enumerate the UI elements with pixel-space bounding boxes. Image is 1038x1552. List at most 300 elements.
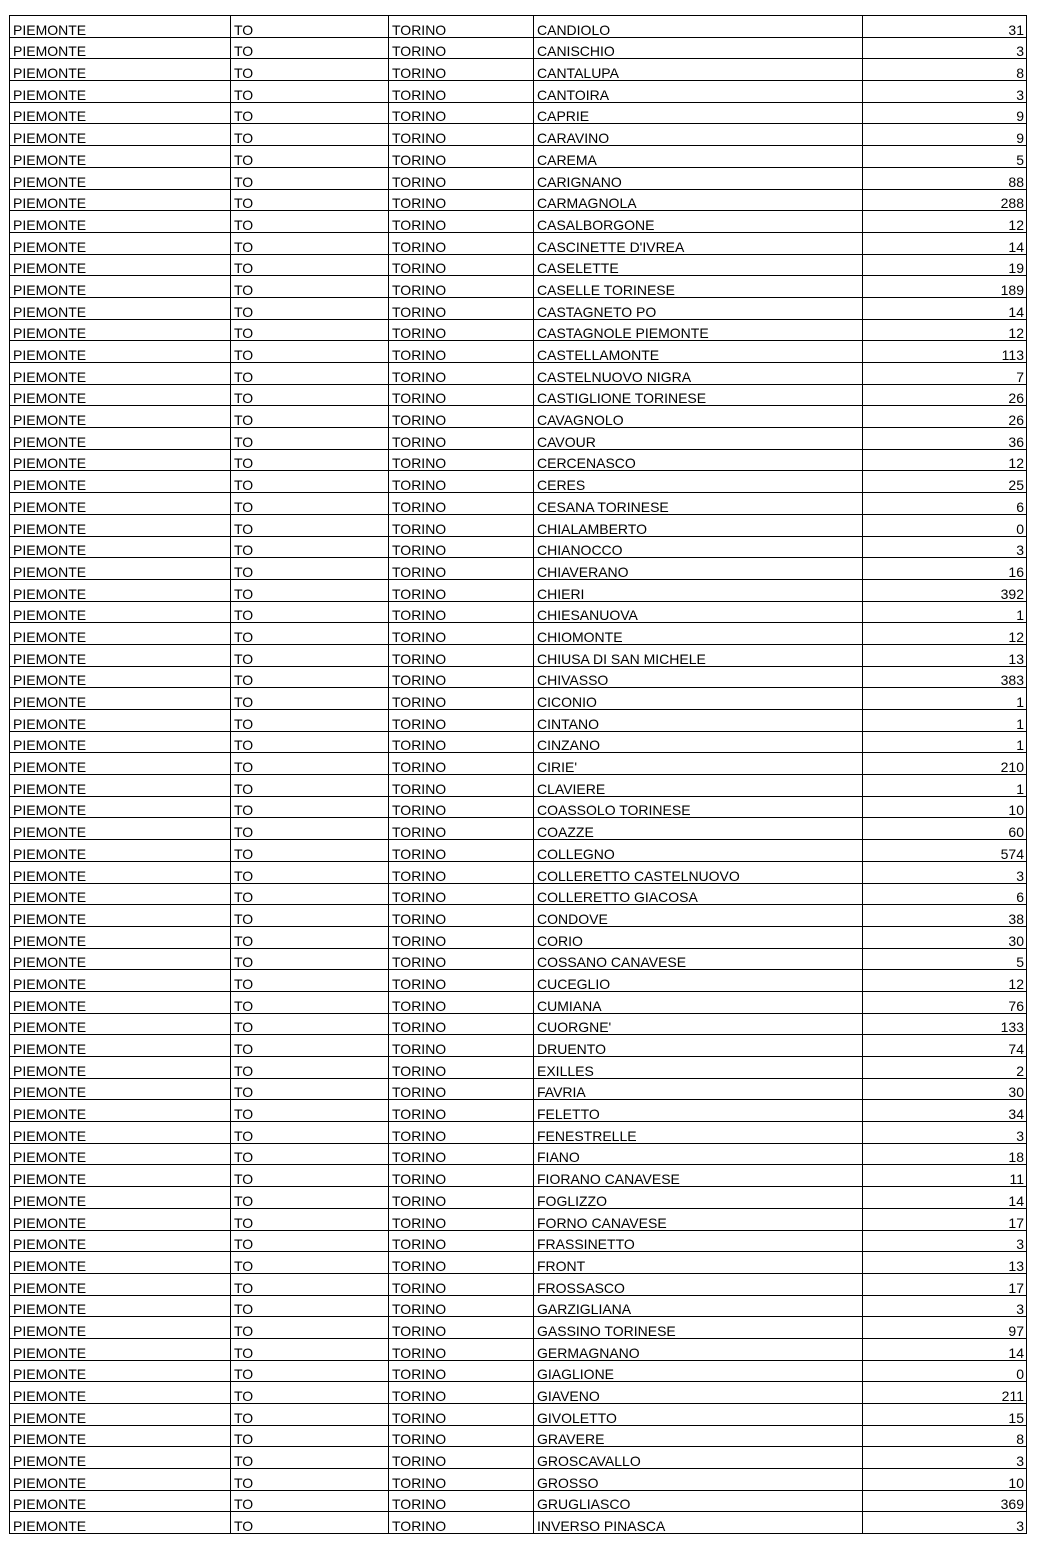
table-row xyxy=(10,1035,1027,1057)
province-code-cell: TO xyxy=(231,449,389,471)
municipality-cell: GRAVERE xyxy=(534,1425,863,1447)
table-row xyxy=(10,59,1027,81)
count-cell: 3 xyxy=(863,1230,1027,1252)
province-code-cell: TO xyxy=(231,102,389,124)
count-cell: 189 xyxy=(863,276,1027,298)
region-cell: PIEMONTE xyxy=(10,1165,231,1187)
municipality-cell: CARMAGNOLA xyxy=(534,189,863,211)
table-row xyxy=(10,1252,1027,1274)
count-cell: 1 xyxy=(863,601,1027,623)
region-cell: PIEMONTE xyxy=(10,1295,231,1317)
province-cell: TORINO xyxy=(389,167,534,189)
count-cell: 3 xyxy=(863,1512,1027,1534)
count-cell: 2 xyxy=(863,1057,1027,1079)
table-row xyxy=(10,363,1027,385)
region-cell: PIEMONTE xyxy=(10,1143,231,1165)
region-cell: PIEMONTE xyxy=(10,623,231,645)
municipality-cell: CUORGNE' xyxy=(534,1013,863,1035)
region-cell: PIEMONTE xyxy=(10,666,231,688)
count-cell: 12 xyxy=(863,211,1027,233)
province-cell: TORINO xyxy=(389,1165,534,1187)
province-cell: TORINO xyxy=(389,948,534,970)
region-cell: PIEMONTE xyxy=(10,449,231,471)
count-cell: 288 xyxy=(863,189,1027,211)
municipality-cell: COLLEGNO xyxy=(534,840,863,862)
province-code-cell: TO xyxy=(231,688,389,710)
province-cell: TORINO xyxy=(389,514,534,536)
province-cell: TORINO xyxy=(389,1447,534,1469)
municipality-cell: CASTAGNOLE PIEMONTE xyxy=(534,319,863,341)
table-row xyxy=(10,232,1027,254)
count-cell: 3 xyxy=(863,1295,1027,1317)
province-code-cell: TO xyxy=(231,775,389,797)
municipality-cell: FIANO xyxy=(534,1143,863,1165)
table-row xyxy=(10,883,1027,905)
municipality-cell: CHIUSA DI SAN MICHELE xyxy=(534,644,863,666)
municipality-cell: CASALBORGONE xyxy=(534,211,863,233)
region-cell: PIEMONTE xyxy=(10,1057,231,1079)
table-row xyxy=(10,16,1027,38)
province-code-cell: TO xyxy=(231,905,389,927)
province-cell: TORINO xyxy=(389,1187,534,1209)
municipality-cell: CINTANO xyxy=(534,710,863,732)
region-cell: PIEMONTE xyxy=(10,167,231,189)
region-cell: PIEMONTE xyxy=(10,189,231,211)
count-cell: 0 xyxy=(863,1360,1027,1382)
province-cell: TORINO xyxy=(389,384,534,406)
province-cell: TORINO xyxy=(389,1057,534,1079)
municipality-cell: DRUENTO xyxy=(534,1035,863,1057)
municipality-cell: COASSOLO TORINESE xyxy=(534,796,863,818)
municipality-cell: CUMIANA xyxy=(534,991,863,1013)
region-cell: PIEMONTE xyxy=(10,840,231,862)
count-cell: 133 xyxy=(863,1013,1027,1035)
region-cell: PIEMONTE xyxy=(10,254,231,276)
province-code-cell: TO xyxy=(231,1208,389,1230)
province-cell: TORINO xyxy=(389,731,534,753)
table-row xyxy=(10,1382,1027,1404)
province-code-cell: TO xyxy=(231,1143,389,1165)
table-row xyxy=(10,384,1027,406)
province-cell: TORINO xyxy=(389,1252,534,1274)
province-cell: TORINO xyxy=(389,449,534,471)
province-code-cell: TO xyxy=(231,1447,389,1469)
province-cell: TORINO xyxy=(389,1208,534,1230)
province-code-cell: TO xyxy=(231,167,389,189)
municipality-cell: CESANA TORINESE xyxy=(534,493,863,515)
table-row xyxy=(10,558,1027,580)
province-code-cell: TO xyxy=(231,16,389,38)
region-cell: PIEMONTE xyxy=(10,1035,231,1057)
province-code-cell: TO xyxy=(231,1057,389,1079)
region-cell: PIEMONTE xyxy=(10,1338,231,1360)
province-code-cell: TO xyxy=(231,1273,389,1295)
table-row xyxy=(10,406,1027,428)
municipality-cell: COLLERETTO GIACOSA xyxy=(534,883,863,905)
province-cell: TORINO xyxy=(389,536,534,558)
municipality-cell: CANTALUPA xyxy=(534,59,863,81)
count-cell: 392 xyxy=(863,579,1027,601)
count-cell: 34 xyxy=(863,1100,1027,1122)
count-cell: 9 xyxy=(863,124,1027,146)
municipality-cell: CHIVASSO xyxy=(534,666,863,688)
region-cell: PIEMONTE xyxy=(10,37,231,59)
province-code-cell: TO xyxy=(231,991,389,1013)
municipality-cell: CERES xyxy=(534,471,863,493)
region-cell: PIEMONTE xyxy=(10,1122,231,1144)
table-row xyxy=(10,1404,1027,1426)
count-cell: 12 xyxy=(863,623,1027,645)
province-code-cell: TO xyxy=(231,1230,389,1252)
region-cell: PIEMONTE xyxy=(10,341,231,363)
province-cell: TORINO xyxy=(389,1035,534,1057)
count-cell: 97 xyxy=(863,1317,1027,1339)
province-cell: TORINO xyxy=(389,818,534,840)
province-cell: TORINO xyxy=(389,970,534,992)
province-code-cell: TO xyxy=(231,861,389,883)
municipality-cell: CASTELLAMONTE xyxy=(534,341,863,363)
region-cell: PIEMONTE xyxy=(10,514,231,536)
province-code-cell: TO xyxy=(231,1187,389,1209)
table-row xyxy=(10,579,1027,601)
province-cell: TORINO xyxy=(389,1360,534,1382)
region-cell: PIEMONTE xyxy=(10,1360,231,1382)
municipality-cell: CUCEGLIO xyxy=(534,970,863,992)
province-cell: TORINO xyxy=(389,81,534,103)
region-cell: PIEMONTE xyxy=(10,146,231,168)
region-cell: PIEMONTE xyxy=(10,276,231,298)
province-code-cell: TO xyxy=(231,146,389,168)
region-cell: PIEMONTE xyxy=(10,1404,231,1426)
data-table xyxy=(9,15,1027,1534)
count-cell: 10 xyxy=(863,796,1027,818)
count-cell: 3 xyxy=(863,81,1027,103)
count-cell: 6 xyxy=(863,883,1027,905)
count-cell: 9 xyxy=(863,102,1027,124)
province-code-cell: TO xyxy=(231,341,389,363)
province-cell: TORINO xyxy=(389,211,534,233)
count-cell: 88 xyxy=(863,167,1027,189)
province-cell: TORINO xyxy=(389,1013,534,1035)
table-row xyxy=(10,1165,1027,1187)
table-row xyxy=(10,1512,1027,1534)
table-row xyxy=(10,254,1027,276)
municipality-cell: GROSCAVALLO xyxy=(534,1447,863,1469)
count-cell: 36 xyxy=(863,428,1027,450)
table-body xyxy=(10,16,1027,1534)
province-code-cell: TO xyxy=(231,189,389,211)
table-row xyxy=(10,167,1027,189)
table-row xyxy=(10,948,1027,970)
table-row xyxy=(10,1078,1027,1100)
region-cell: PIEMONTE xyxy=(10,818,231,840)
province-code-cell: TO xyxy=(231,1317,389,1339)
table-row xyxy=(10,146,1027,168)
municipality-cell: CICONIO xyxy=(534,688,863,710)
province-code-cell: TO xyxy=(231,1425,389,1447)
province-cell: TORINO xyxy=(389,406,534,428)
province-cell: TORINO xyxy=(389,905,534,927)
municipality-cell: CHIANOCCO xyxy=(534,536,863,558)
province-cell: TORINO xyxy=(389,753,534,775)
province-code-cell: TO xyxy=(231,883,389,905)
province-code-cell: TO xyxy=(231,124,389,146)
province-code-cell: TO xyxy=(231,644,389,666)
municipality-cell: FIORANO CANAVESE xyxy=(534,1165,863,1187)
province-cell: TORINO xyxy=(389,493,534,515)
province-code-cell: TO xyxy=(231,211,389,233)
province-cell: TORINO xyxy=(389,644,534,666)
table-row xyxy=(10,775,1027,797)
table-row xyxy=(10,536,1027,558)
table-row xyxy=(10,297,1027,319)
region-cell: PIEMONTE xyxy=(10,1490,231,1512)
province-code-cell: TO xyxy=(231,753,389,775)
province-code-cell: TO xyxy=(231,818,389,840)
municipality-cell: FORNO CANAVESE xyxy=(534,1208,863,1230)
province-cell: TORINO xyxy=(389,1143,534,1165)
table-row xyxy=(10,753,1027,775)
region-cell: PIEMONTE xyxy=(10,796,231,818)
municipality-cell: CARIGNANO xyxy=(534,167,863,189)
count-cell: 74 xyxy=(863,1035,1027,1057)
table-row xyxy=(10,991,1027,1013)
municipality-cell: FRONT xyxy=(534,1252,863,1274)
count-cell: 11 xyxy=(863,1165,1027,1187)
municipality-cell: INVERSO PINASCA xyxy=(534,1512,863,1534)
region-cell: PIEMONTE xyxy=(10,384,231,406)
region-cell: PIEMONTE xyxy=(10,731,231,753)
count-cell: 18 xyxy=(863,1143,1027,1165)
region-cell: PIEMONTE xyxy=(10,81,231,103)
region-cell: PIEMONTE xyxy=(10,644,231,666)
municipality-cell: CERCENASCO xyxy=(534,449,863,471)
region-cell: PIEMONTE xyxy=(10,926,231,948)
count-cell: 12 xyxy=(863,970,1027,992)
province-cell: TORINO xyxy=(389,254,534,276)
province-cell: TORINO xyxy=(389,883,534,905)
municipality-cell: GASSINO TORINESE xyxy=(534,1317,863,1339)
region-cell: PIEMONTE xyxy=(10,1187,231,1209)
count-cell: 30 xyxy=(863,1078,1027,1100)
province-code-cell: TO xyxy=(231,297,389,319)
region-cell: PIEMONTE xyxy=(10,710,231,732)
region-cell: PIEMONTE xyxy=(10,211,231,233)
table-row xyxy=(10,644,1027,666)
count-cell: 26 xyxy=(863,384,1027,406)
count-cell: 8 xyxy=(863,59,1027,81)
province-cell: TORINO xyxy=(389,319,534,341)
count-cell: 113 xyxy=(863,341,1027,363)
province-cell: TORINO xyxy=(389,623,534,645)
municipality-cell: CHIALAMBERTO xyxy=(534,514,863,536)
table-row xyxy=(10,341,1027,363)
region-cell: PIEMONTE xyxy=(10,319,231,341)
municipality-cell: CONDOVE xyxy=(534,905,863,927)
table-row xyxy=(10,81,1027,103)
region-cell: PIEMONTE xyxy=(10,102,231,124)
province-code-cell: TO xyxy=(231,428,389,450)
region-cell: PIEMONTE xyxy=(10,59,231,81)
province-code-cell: TO xyxy=(231,81,389,103)
province-code-cell: TO xyxy=(231,536,389,558)
region-cell: PIEMONTE xyxy=(10,970,231,992)
province-cell: TORINO xyxy=(389,1425,534,1447)
region-cell: PIEMONTE xyxy=(10,1317,231,1339)
table-row xyxy=(10,514,1027,536)
table-row xyxy=(10,1447,1027,1469)
province-code-cell: TO xyxy=(231,1035,389,1057)
table-row xyxy=(10,189,1027,211)
province-cell: TORINO xyxy=(389,1078,534,1100)
region-cell: PIEMONTE xyxy=(10,1078,231,1100)
province-code-cell: TO xyxy=(231,471,389,493)
province-code-cell: TO xyxy=(231,319,389,341)
province-code-cell: TO xyxy=(231,493,389,515)
count-cell: 31 xyxy=(863,16,1027,38)
municipality-cell: GRUGLIASCO xyxy=(534,1490,863,1512)
count-cell: 369 xyxy=(863,1490,1027,1512)
region-cell: PIEMONTE xyxy=(10,1382,231,1404)
province-code-cell: TO xyxy=(231,406,389,428)
province-cell: TORINO xyxy=(389,189,534,211)
table-row xyxy=(10,471,1027,493)
region-cell: PIEMONTE xyxy=(10,688,231,710)
municipality-cell: CASELETTE xyxy=(534,254,863,276)
table-row xyxy=(10,1273,1027,1295)
municipality-cell: FRASSINETTO xyxy=(534,1230,863,1252)
province-code-cell: TO xyxy=(231,948,389,970)
region-cell: PIEMONTE xyxy=(10,579,231,601)
count-cell: 38 xyxy=(863,905,1027,927)
province-cell: TORINO xyxy=(389,471,534,493)
municipality-cell: COAZZE xyxy=(534,818,863,840)
region-cell: PIEMONTE xyxy=(10,428,231,450)
province-code-cell: TO xyxy=(231,1382,389,1404)
count-cell: 3 xyxy=(863,37,1027,59)
count-cell: 383 xyxy=(863,666,1027,688)
table-row xyxy=(10,1122,1027,1144)
municipality-cell: CHIOMONTE xyxy=(534,623,863,645)
count-cell: 30 xyxy=(863,926,1027,948)
province-code-cell: TO xyxy=(231,59,389,81)
province-code-cell: TO xyxy=(231,1122,389,1144)
province-cell: TORINO xyxy=(389,558,534,580)
count-cell: 6 xyxy=(863,493,1027,515)
count-cell: 14 xyxy=(863,1338,1027,1360)
region-cell: PIEMONTE xyxy=(10,753,231,775)
municipality-cell: CAREMA xyxy=(534,146,863,168)
region-cell: PIEMONTE xyxy=(10,406,231,428)
province-code-cell: TO xyxy=(231,731,389,753)
count-cell: 76 xyxy=(863,991,1027,1013)
province-cell: TORINO xyxy=(389,232,534,254)
table-row xyxy=(10,970,1027,992)
municipality-cell: CASTIGLIONE TORINESE xyxy=(534,384,863,406)
table-row xyxy=(10,1360,1027,1382)
province-cell: TORINO xyxy=(389,1382,534,1404)
province-code-cell: TO xyxy=(231,1013,389,1035)
region-cell: PIEMONTE xyxy=(10,1208,231,1230)
count-cell: 5 xyxy=(863,948,1027,970)
municipality-cell: CANDIOLO xyxy=(534,16,863,38)
region-cell: PIEMONTE xyxy=(10,905,231,927)
province-cell: TORINO xyxy=(389,1317,534,1339)
province-code-cell: TO xyxy=(231,1165,389,1187)
municipality-cell: CAVAGNOLO xyxy=(534,406,863,428)
province-code-cell: TO xyxy=(231,232,389,254)
province-cell: TORINO xyxy=(389,16,534,38)
province-code-cell: TO xyxy=(231,970,389,992)
province-code-cell: TO xyxy=(231,1078,389,1100)
count-cell: 7 xyxy=(863,363,1027,385)
region-cell: PIEMONTE xyxy=(10,883,231,905)
province-cell: TORINO xyxy=(389,341,534,363)
province-cell: TORINO xyxy=(389,102,534,124)
region-cell: PIEMONTE xyxy=(10,493,231,515)
count-cell: 14 xyxy=(863,297,1027,319)
table-row xyxy=(10,623,1027,645)
municipality-cell: CASELLE TORINESE xyxy=(534,276,863,298)
count-cell: 0 xyxy=(863,514,1027,536)
table-row xyxy=(10,1317,1027,1339)
municipality-cell: CANISCHIO xyxy=(534,37,863,59)
municipality-cell: COLLERETTO CASTELNUOVO xyxy=(534,861,863,883)
region-cell: PIEMONTE xyxy=(10,775,231,797)
province-cell: TORINO xyxy=(389,1469,534,1491)
province-cell: TORINO xyxy=(389,1338,534,1360)
table-row xyxy=(10,1208,1027,1230)
municipality-cell: CASTAGNETO PO xyxy=(534,297,863,319)
municipality-cell: FAVRIA xyxy=(534,1078,863,1100)
count-cell: 1 xyxy=(863,688,1027,710)
region-cell: PIEMONTE xyxy=(10,16,231,38)
count-cell: 210 xyxy=(863,753,1027,775)
province-code-cell: TO xyxy=(231,579,389,601)
municipality-cell: CASCINETTE D'IVREA xyxy=(534,232,863,254)
municipality-cell: FENESTRELLE xyxy=(534,1122,863,1144)
region-cell: PIEMONTE xyxy=(10,363,231,385)
province-cell: TORINO xyxy=(389,363,534,385)
count-cell: 13 xyxy=(863,1252,1027,1274)
province-cell: TORINO xyxy=(389,1512,534,1534)
table-row xyxy=(10,211,1027,233)
region-cell: PIEMONTE xyxy=(10,1252,231,1274)
count-cell: 5 xyxy=(863,146,1027,168)
province-cell: TORINO xyxy=(389,840,534,862)
region-cell: PIEMONTE xyxy=(10,1100,231,1122)
municipality-cell: CHIESANUOVA xyxy=(534,601,863,623)
province-code-cell: TO xyxy=(231,276,389,298)
region-cell: PIEMONTE xyxy=(10,1230,231,1252)
count-cell: 16 xyxy=(863,558,1027,580)
province-code-cell: TO xyxy=(231,1469,389,1491)
count-cell: 3 xyxy=(863,861,1027,883)
count-cell: 3 xyxy=(863,536,1027,558)
region-cell: PIEMONTE xyxy=(10,861,231,883)
table-row xyxy=(10,861,1027,883)
municipality-cell: CIRIE' xyxy=(534,753,863,775)
municipality-cell: CLAVIERE xyxy=(534,775,863,797)
municipality-cell: GIAVENO xyxy=(534,1382,863,1404)
table-row xyxy=(10,905,1027,927)
province-cell: TORINO xyxy=(389,579,534,601)
province-code-cell: TO xyxy=(231,1295,389,1317)
province-code-cell: TO xyxy=(231,1490,389,1512)
region-cell: PIEMONTE xyxy=(10,1013,231,1035)
count-cell: 8 xyxy=(863,1425,1027,1447)
province-code-cell: TO xyxy=(231,796,389,818)
